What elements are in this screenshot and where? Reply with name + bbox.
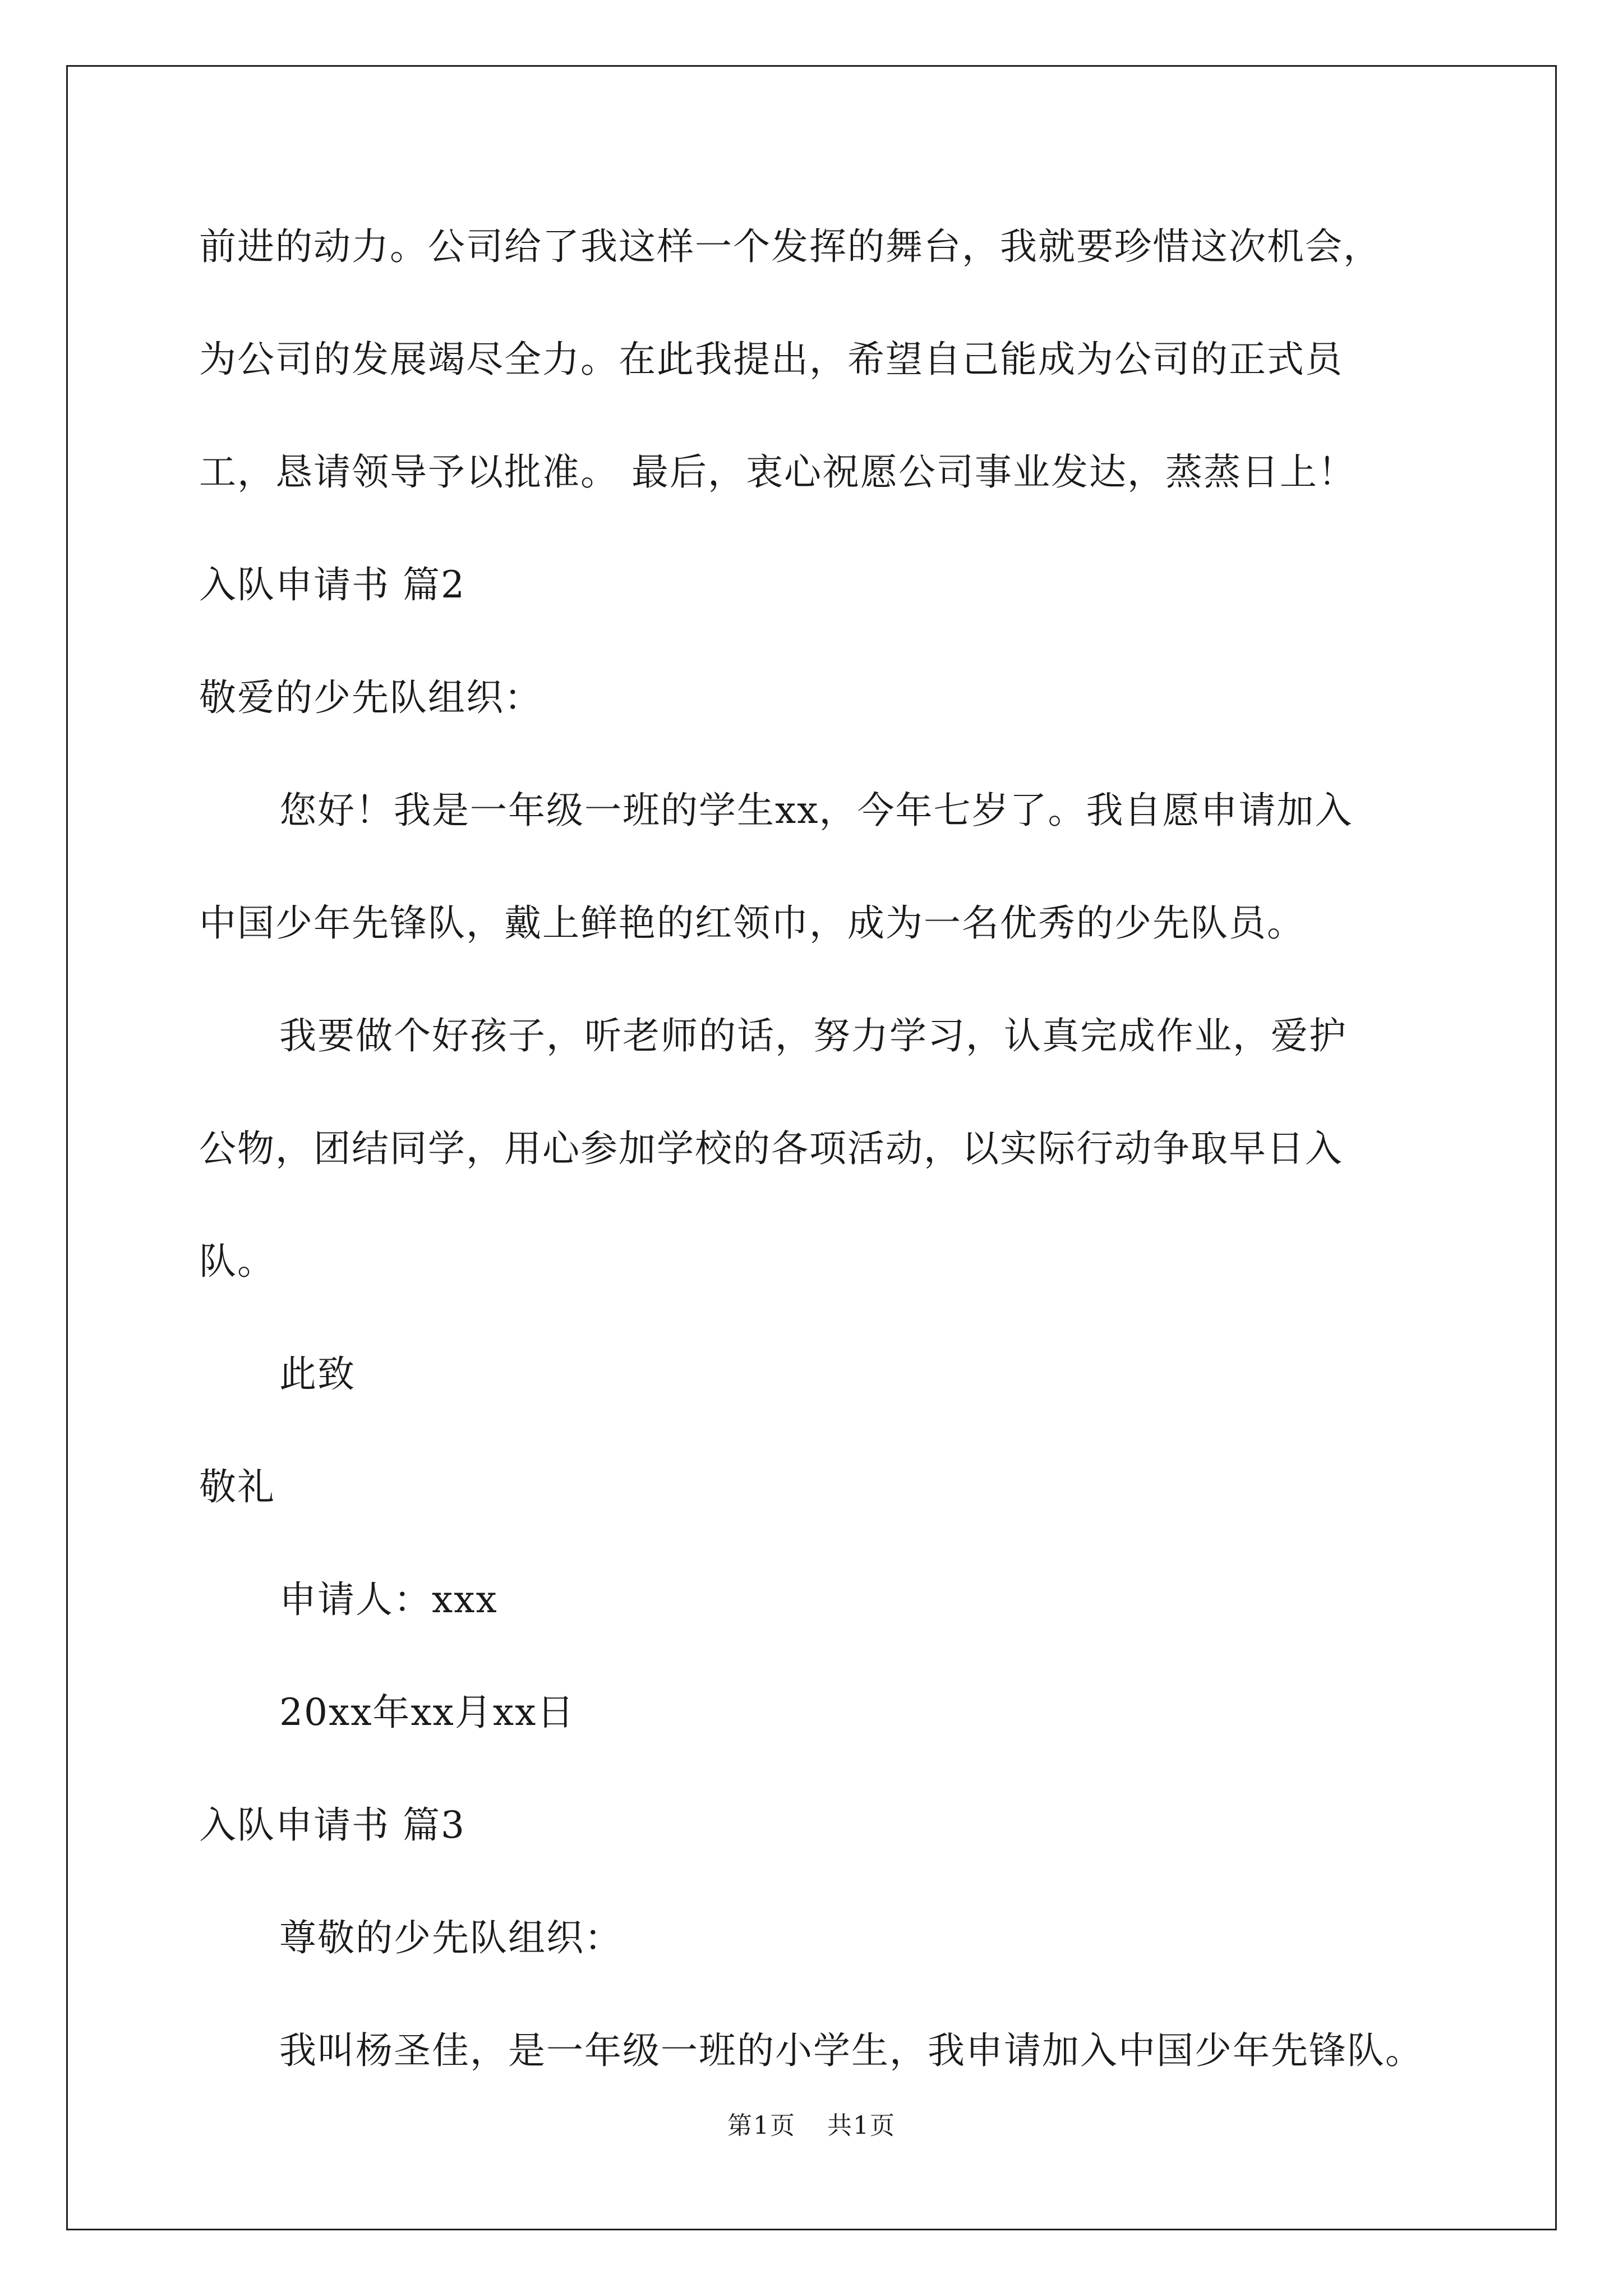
section-heading: 入队申请书 篇2 xyxy=(199,563,465,606)
closing-line: 敬礼 xyxy=(199,1465,275,1508)
text-line: 我要做个好孩子，听老师的话，努力学习，认真完成作业，爱护 xyxy=(279,1014,1347,1057)
salutation: 尊敬的少先队组织： xyxy=(279,1916,623,1959)
section-heading: 入队申请书 篇3 xyxy=(199,1803,465,1847)
text-line: 前进的动力。公司给了我这样一个发挥的舞台，我就要珍惜这次机会， xyxy=(199,225,1381,268)
signature-line: 申请人：xxx xyxy=(279,1578,498,1621)
text-line: 工，恳请领导予以批准。 最后，衷心祝愿公司事业发达，蒸蒸日上！ xyxy=(199,450,1356,494)
text-line: 我叫杨圣佳，是一年级一班的小学生，我申请加入中国少年先锋队。 xyxy=(279,2029,1423,2072)
salutation: 敬爱的少先队组织： xyxy=(199,676,542,719)
document-body xyxy=(199,216,1433,2133)
text-line: 中国少年先锋队，戴上鲜艳的红领巾，成为一名优秀的少先队员。 xyxy=(199,901,1305,945)
text-line: 公物，团结同学，用心参加学校的各项活动，以实际行动争取早日入 xyxy=(199,1127,1343,1170)
page-count: 共1页 xyxy=(827,2111,896,2140)
page-footer xyxy=(0,2109,1623,2143)
closing-line: 此致 xyxy=(279,1352,356,1396)
text-line: 队。 xyxy=(199,1240,275,1283)
page-number: 第1页 xyxy=(727,2111,796,2140)
text-line: 您好！我是一年级一班的学生xx，今年七岁了。我自愿申请加入 xyxy=(279,789,1353,832)
date-line: 20xx年xx月xx日 xyxy=(279,1691,575,1734)
text-line: 为公司的发展竭尽全力。在此我提出，希望自己能成为公司的正式员 xyxy=(199,338,1343,381)
